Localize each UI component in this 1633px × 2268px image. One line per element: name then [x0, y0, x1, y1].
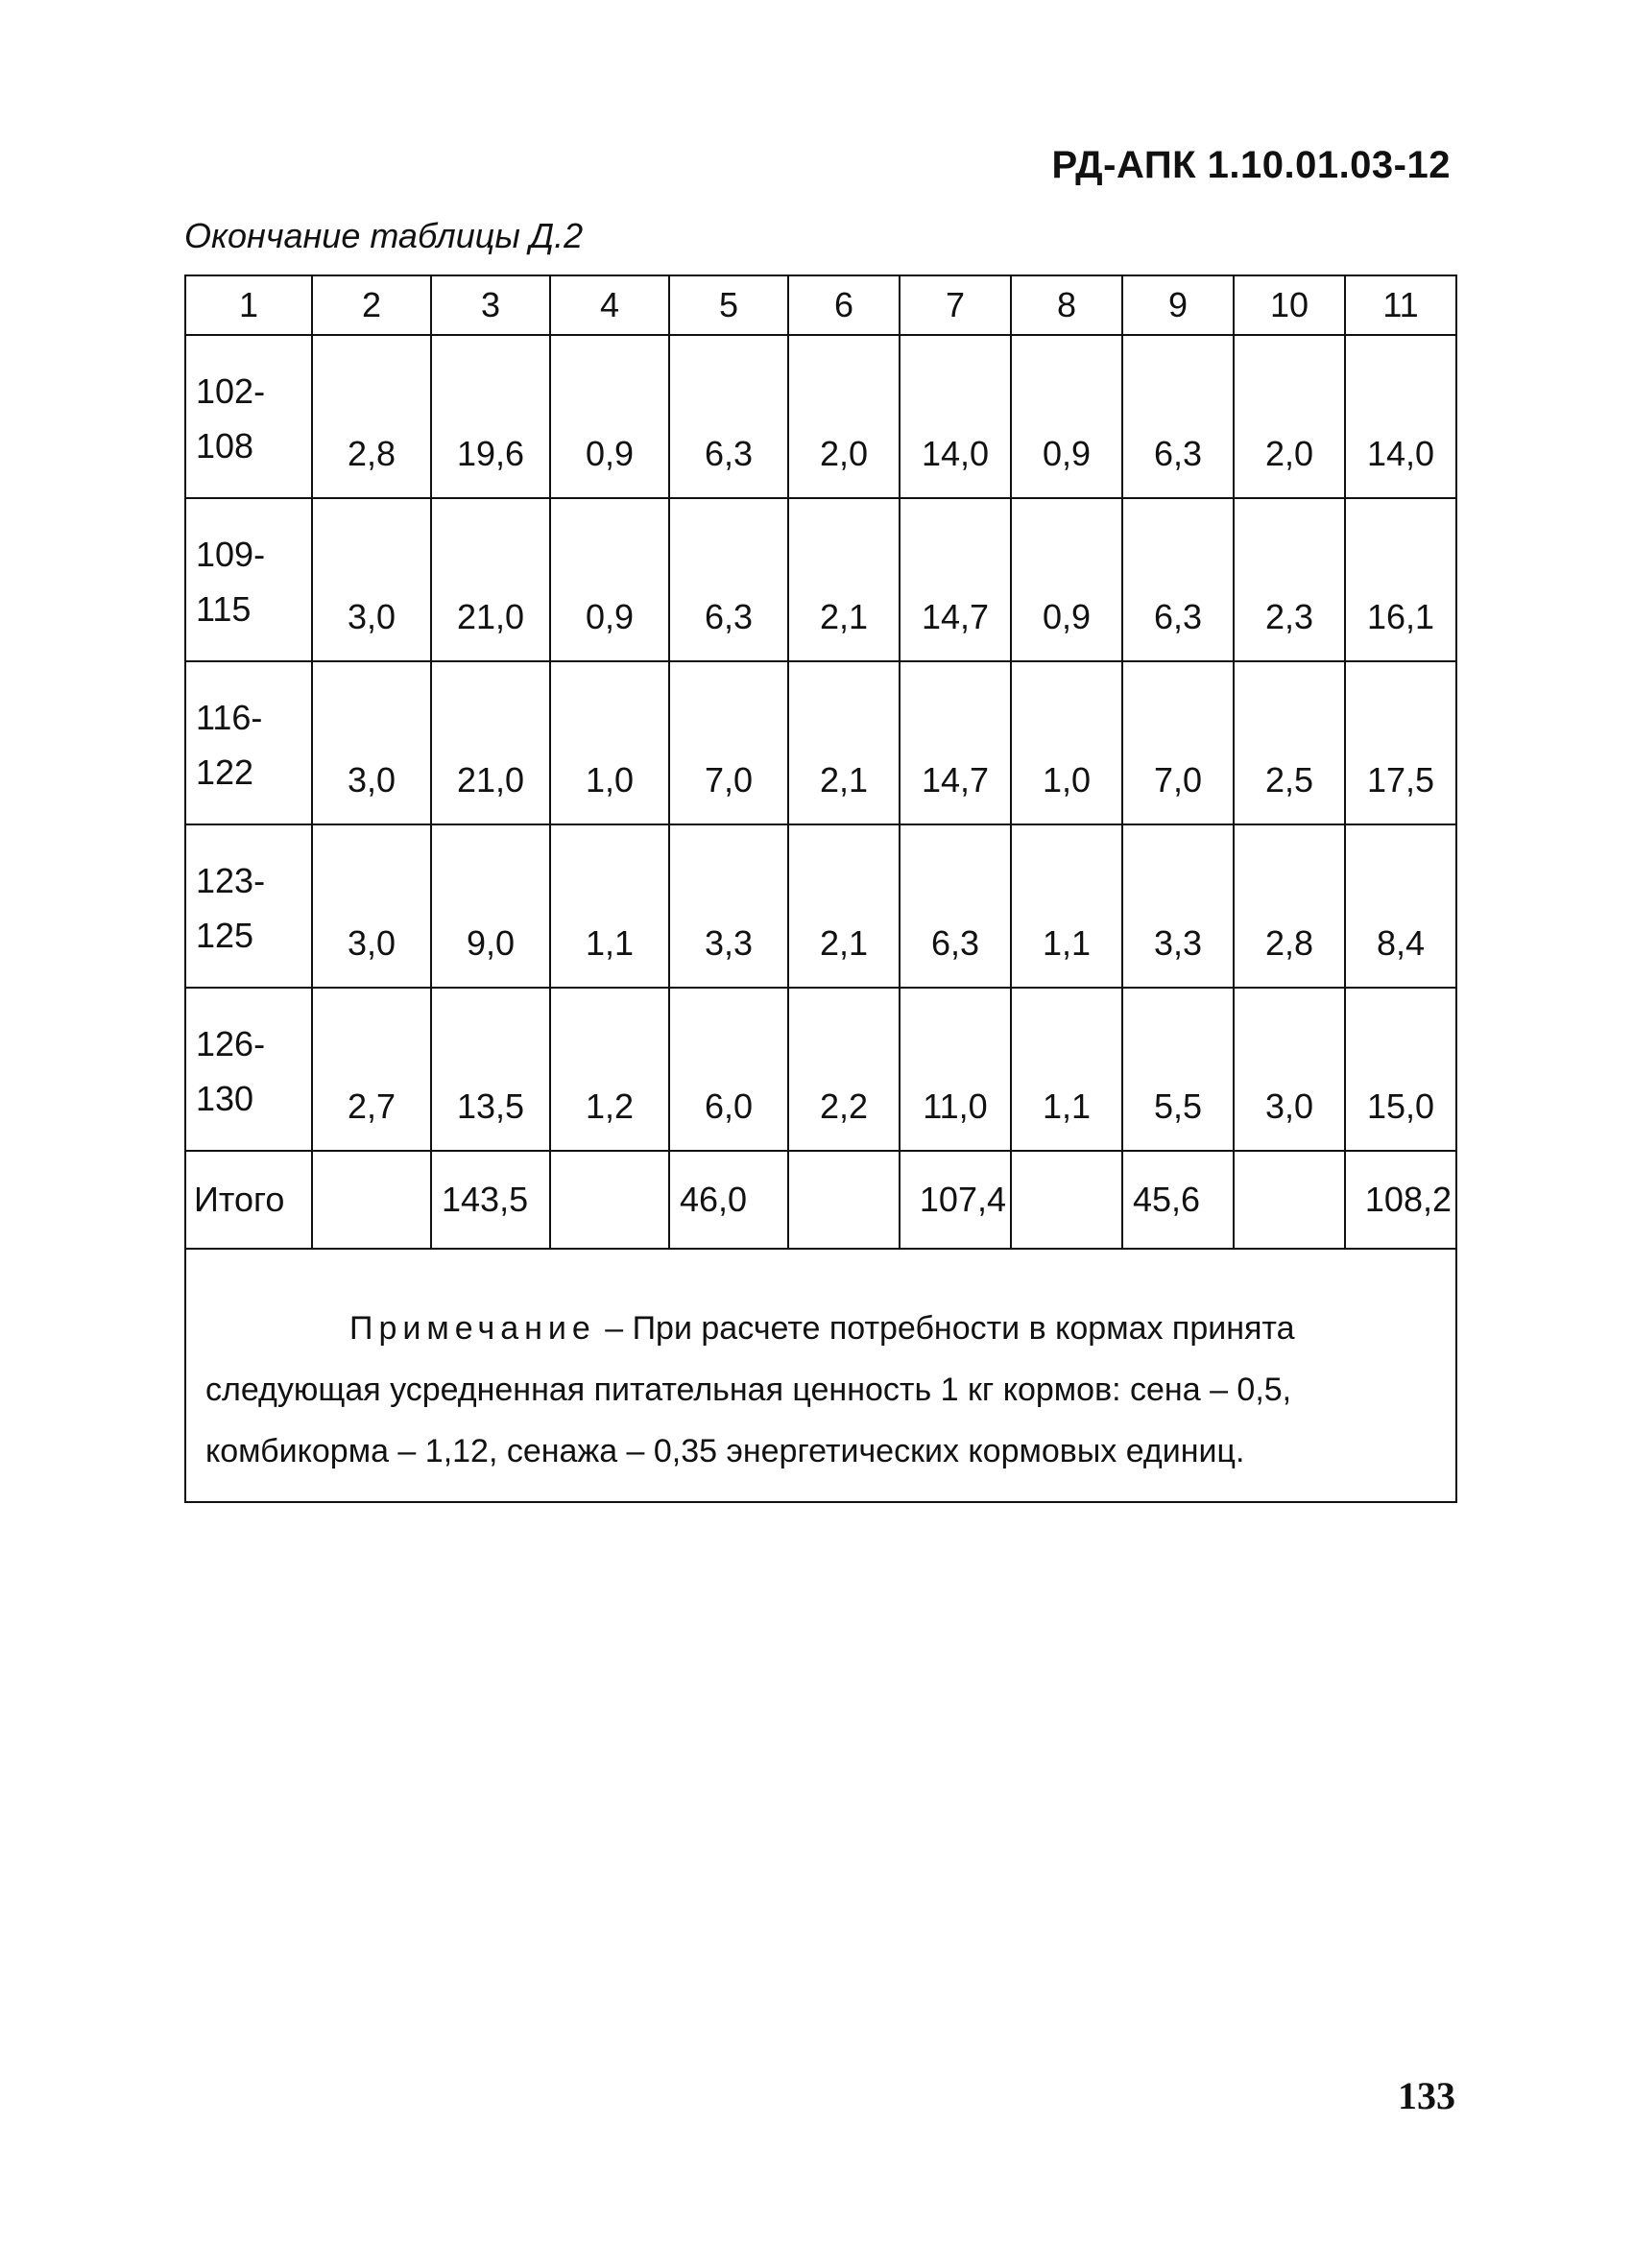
total-cell: 108,2 — [1345, 1151, 1456, 1249]
total-cell — [1011, 1151, 1122, 1249]
value-cell: 2,2 — [788, 988, 900, 1151]
note-cell — [185, 1249, 1456, 1502]
value-cell: 17,5 — [1345, 661, 1456, 824]
total-cell — [788, 1151, 900, 1249]
value-cell: 3,0 — [312, 661, 431, 824]
value-cell: 6,3 — [669, 498, 788, 661]
value-cell: 9,0 — [431, 824, 550, 988]
page-number: 133 — [1398, 2074, 1455, 2117]
table-row — [185, 498, 1456, 661]
range-top: 102- — [196, 370, 266, 411]
range-bottom: 122 — [196, 752, 254, 793]
value-cell: 15,0 — [1345, 988, 1456, 1151]
value-cell: 6,3 — [1122, 335, 1234, 498]
value-cell: 0,9 — [1011, 335, 1122, 498]
value-cell: 11,0 — [900, 988, 1011, 1151]
value-cell: 1,1 — [1011, 988, 1122, 1151]
header-cell: 6 — [788, 275, 900, 335]
header-cell: 2 — [312, 275, 431, 335]
value-cell: 3,0 — [312, 824, 431, 988]
value-cell: 2,5 — [1234, 661, 1345, 824]
total-cell: 143,5 — [431, 1151, 550, 1249]
header-row — [185, 275, 1456, 335]
header-cell: 1 — [185, 275, 312, 335]
range-top: 109- — [196, 534, 266, 574]
table-row — [185, 824, 1456, 988]
range-cell — [185, 335, 312, 498]
note-text: – При расчете потребности в кормах принята следующая усредненная питательная ценность 1 кг кормов: сена – 0,5, комбикорма – 1,12, сенажа – 0,35 энергетических кормовых единиц. — [205, 1310, 1295, 1469]
range-cell — [185, 988, 312, 1151]
value-cell: 2,1 — [788, 661, 900, 824]
header-cell: 5 — [669, 275, 788, 335]
value-cell: 21,0 — [431, 498, 550, 661]
value-cell: 2,0 — [1234, 335, 1345, 498]
range-bottom: 130 — [196, 1079, 254, 1119]
range-bottom: 108 — [196, 426, 254, 466]
total-label: Итого — [185, 1151, 312, 1249]
value-cell: 5,5 — [1122, 988, 1234, 1151]
range-top: 126- — [196, 1023, 266, 1063]
header-cell: 11 — [1345, 275, 1456, 335]
table-row — [185, 988, 1456, 1151]
range-bottom: 125 — [196, 916, 254, 956]
value-cell: 3,3 — [669, 824, 788, 988]
value-cell: 2,1 — [788, 824, 900, 988]
value-cell: 3,0 — [1234, 988, 1345, 1151]
value-cell: 6,3 — [900, 824, 1011, 988]
value-cell: 2,8 — [312, 335, 431, 498]
header-cell: 10 — [1234, 275, 1345, 335]
value-cell: 14,0 — [900, 335, 1011, 498]
total-cell: 45,6 — [1122, 1151, 1234, 1249]
note-row — [185, 1249, 1456, 1502]
range-cell — [185, 661, 312, 824]
value-cell: 1,2 — [550, 988, 669, 1151]
value-cell: 0,9 — [1011, 498, 1122, 661]
value-cell: 0,9 — [550, 335, 669, 498]
range-cell — [185, 498, 312, 661]
value-cell: 3,3 — [1122, 824, 1234, 988]
total-cell — [312, 1151, 431, 1249]
header-cell: 4 — [550, 275, 669, 335]
value-cell: 2,1 — [788, 498, 900, 661]
value-cell: 1,0 — [1011, 661, 1122, 824]
total-cell — [550, 1151, 669, 1249]
header-cell: 8 — [1011, 275, 1122, 335]
value-cell: 1,0 — [550, 661, 669, 824]
value-cell: 6,3 — [669, 335, 788, 498]
value-cell: 1,1 — [550, 824, 669, 988]
total-cell — [1234, 1151, 1345, 1249]
value-cell: 13,5 — [431, 988, 550, 1151]
total-cell: 107,4 — [900, 1151, 1011, 1249]
value-cell: 16,1 — [1345, 498, 1456, 661]
value-cell: 7,0 — [669, 661, 788, 824]
total-row — [185, 1151, 1456, 1249]
value-cell: 21,0 — [431, 661, 550, 824]
header-cell: 9 — [1122, 275, 1234, 335]
value-cell: 19,6 — [431, 335, 550, 498]
value-cell: 14,7 — [900, 661, 1011, 824]
total-cell: 46,0 — [669, 1151, 788, 1249]
table-row — [185, 335, 1456, 498]
value-cell: 1,1 — [1011, 824, 1122, 988]
range-top: 116- — [196, 697, 263, 737]
value-cell: 6,3 — [1122, 498, 1234, 661]
range-top: 123- — [196, 860, 266, 900]
range-cell — [185, 824, 312, 988]
value-cell: 6,0 — [669, 988, 788, 1151]
value-cell: 2,8 — [1234, 824, 1345, 988]
note-label: Примечание — [349, 1310, 596, 1347]
value-cell: 7,0 — [1122, 661, 1234, 824]
document-code: РД-АПК 1.10.01.03-12 — [1051, 144, 1451, 186]
value-cell: 0,9 — [550, 498, 669, 661]
value-cell: 8,4 — [1345, 824, 1456, 988]
value-cell: 2,0 — [788, 335, 900, 498]
value-cell: 2,7 — [312, 988, 431, 1151]
value-cell: 2,3 — [1234, 498, 1345, 661]
value-cell: 14,7 — [900, 498, 1011, 661]
range-bottom: 115 — [196, 589, 252, 630]
value-cell: 14,0 — [1345, 335, 1456, 498]
table-caption: Окончание таблицы Д.2 — [184, 216, 584, 255]
header-cell: 3 — [431, 275, 550, 335]
data-table — [184, 275, 1457, 1503]
value-cell: 3,0 — [312, 498, 431, 661]
table-row — [185, 661, 1456, 824]
header-cell: 7 — [900, 275, 1011, 335]
